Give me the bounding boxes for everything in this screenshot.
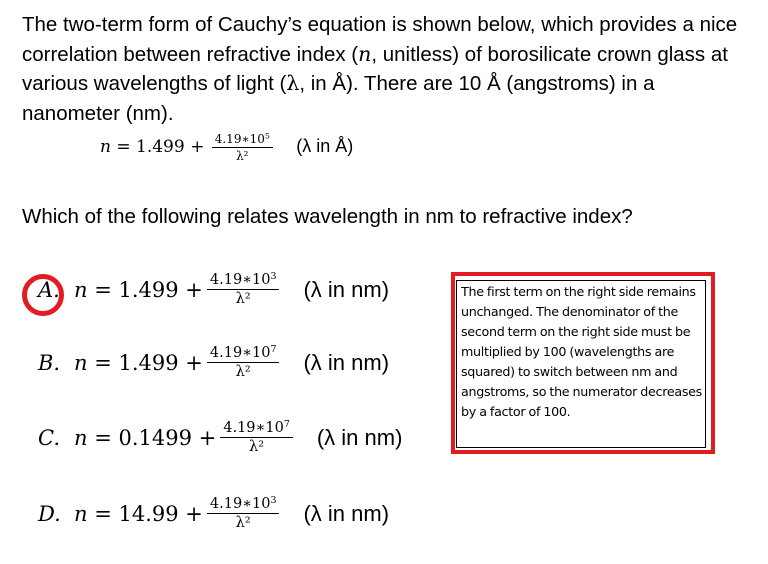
equation-unit: (λ in Å) <box>296 136 354 156</box>
option-rhs: = 0.1499 + <box>94 425 217 450</box>
option-num-exp: 7 <box>283 418 290 430</box>
equation-num-base: 4.19∗10 <box>214 132 265 146</box>
option-letter: C. <box>38 425 60 450</box>
option-letter: D. <box>38 501 61 526</box>
intro-var-n: n <box>358 41 372 66</box>
equation-rhs: = 1.499 + <box>116 137 205 157</box>
option-numerator <box>220 420 293 438</box>
option-unit: (λ in nm) <box>316 424 403 450</box>
option-denominator: λ² <box>249 439 265 455</box>
option-num-base: 4.19∗10 <box>209 496 271 512</box>
equation-fraction <box>212 132 273 163</box>
option-lhs: n <box>74 277 88 302</box>
option-lhs: n <box>74 501 88 526</box>
intro-text-3: , in Å). There are 10 Å (angstroms) in a nanometer (nm). <box>22 72 655 125</box>
explanation-text: The first term on the right side remains unchanged. The denominator of the second term on the right side must be multiplied by 100 (wavelengths are squared) to switch between nm and angstroms, so the numerator decreases by a factor of 100. <box>456 280 706 448</box>
option-lhs: n <box>74 350 88 375</box>
option-num-base: 4.19∗10 <box>223 420 284 436</box>
option-numerator <box>207 345 280 363</box>
option-rhs: = 1.499 + <box>94 350 203 375</box>
option-fraction <box>207 272 280 307</box>
option-denominator: λ² <box>235 291 251 307</box>
option-letter: B. <box>38 350 61 375</box>
option-num-base: 4.19∗10 <box>209 272 271 288</box>
intro-text-2: , unitless) of borosilicate crown glass at various wavelengths of light ( <box>22 42 728 95</box>
option-rhs: = 1.499 + <box>94 277 203 302</box>
intro-lambda: λ <box>286 71 300 95</box>
equation-denominator: λ² <box>236 149 249 163</box>
option-numerator <box>207 272 280 290</box>
option-lhs: n <box>74 425 88 450</box>
option-unit: (λ in nm) <box>303 276 390 302</box>
option-fraction <box>220 420 293 455</box>
option-unit: (λ in nm) <box>303 349 390 375</box>
option-a[interactable] <box>38 272 389 307</box>
option-num-base: 4.19∗10 <box>209 345 271 361</box>
option-denominator: λ² <box>235 515 251 531</box>
option-fraction <box>207 496 280 531</box>
question-text: Which of the following relates wavelength in nm to refractive index? <box>22 205 633 228</box>
intro-text-1: The two-term form of Cauchy’s equation is shown below, which provides a nice correlation between refractive index ( <box>22 13 738 66</box>
cauchy-equation <box>100 132 353 163</box>
option-b[interactable] <box>38 345 389 380</box>
option-letter: A. <box>38 277 60 302</box>
option-num-exp: 3 <box>270 494 277 506</box>
option-rhs: = 14.99 + <box>94 501 203 526</box>
equation-num-exp: 5 <box>264 131 270 141</box>
intro-paragraph <box>22 10 752 128</box>
option-denominator: λ² <box>235 364 251 380</box>
option-unit: (λ in nm) <box>303 500 390 526</box>
option-d[interactable] <box>38 496 389 531</box>
option-num-exp: 3 <box>270 270 277 282</box>
equation-numerator <box>212 132 273 148</box>
option-num-exp: 7 <box>270 343 277 355</box>
option-c[interactable] <box>38 420 402 455</box>
option-numerator <box>207 496 280 514</box>
option-fraction <box>207 345 280 380</box>
equation-lhs: n <box>100 137 111 157</box>
